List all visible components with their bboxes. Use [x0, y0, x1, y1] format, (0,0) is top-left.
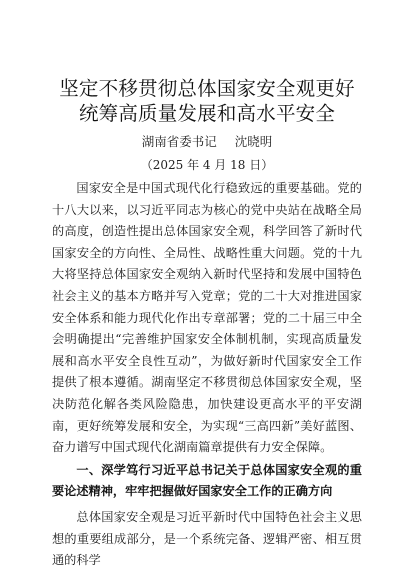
byline: [52, 133, 362, 151]
author-role: 湖南省委书记: [141, 134, 217, 149]
section-paragraph: 总体国家安全观是习近平新时代中国特色社会主义思想的重要组成部分，是一个系统完备、逻辑严密、相互贯通的科学: [52, 509, 362, 568]
publication-date: （2025 年 4 月 18 日）: [140, 158, 274, 172]
author-name: 沈晓明: [234, 134, 273, 149]
section-heading: 一、深学笃行习近平总书记关于总体国家安全观的重要论述精神，牢牢把握做好国家安全工作的正确方向: [52, 462, 362, 499]
intro-paragraph: 国家安全是中国式现代化行稳致远的重要基础。党的十八大以来，以习近平同志为核心的党中央站在战略全局的高度，创造性提出总体国家安全观，科学回答了新时代国家安全的方向性、全局性、战略性重大问题。党的十九大将坚持总体国家安全观纳入新时代坚持和发展中国特色社会主义的基本方略并写入党章；党的二十大对推进国家安全体系和能力现代化作出专章部署；党的二十届三中全会明确提出“完善维护国家安全体制机制，实现高质量发展和高水平安全良性互动”，为做好新时代国家安全工作提供了根本遵循。湖南坚定不移贯彻总体国家安全观，坚决防范化解各类风险隐患，加快建设更高水平的平安湖南，更好统筹发展和安全，为实现“三高四新”美好蓝图、奋力谱写中国式现代化湖南篇章提供有力安全保障。: [52, 181, 362, 455]
document-title: 坚定不移贯彻总体国家安全观更好统筹高质量发展和高水平安全: [59, 77, 355, 125]
